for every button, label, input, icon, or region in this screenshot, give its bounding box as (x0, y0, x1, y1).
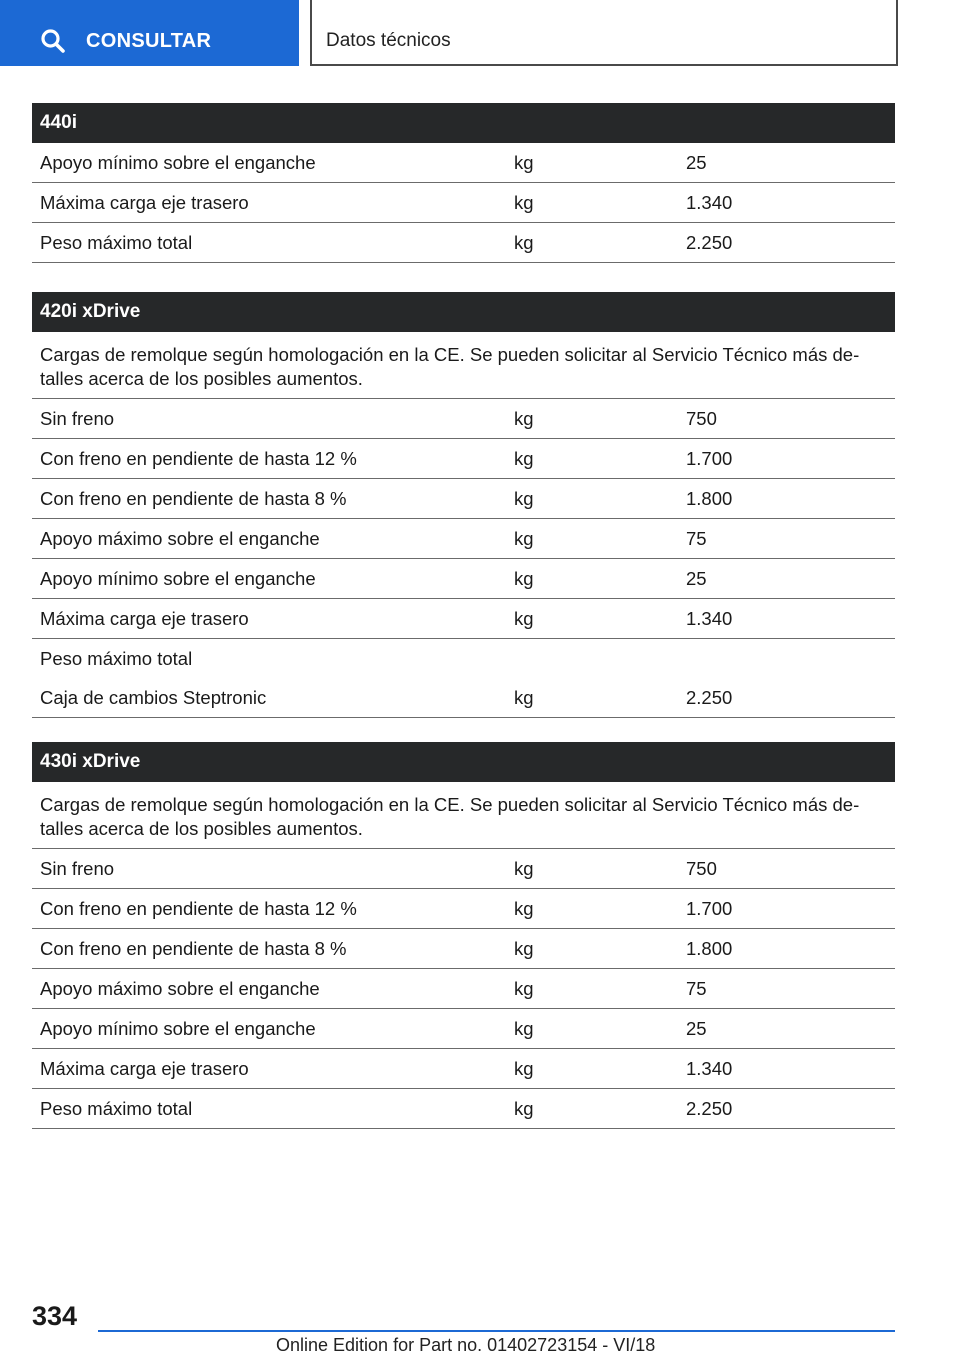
row-value: 1.800 (686, 938, 733, 959)
row-value: 75 (686, 978, 707, 999)
row-value: 2.250 (686, 232, 733, 253)
table-row (32, 479, 895, 519)
consultar-button[interactable] (0, 0, 299, 66)
row-unit: kg (514, 152, 534, 173)
page-number: 334 (32, 1301, 78, 1331)
row-value: 25 (686, 1018, 707, 1039)
row-label: Apoyo mínimo sobre el enganche (40, 152, 316, 173)
row-unit: kg (514, 568, 534, 589)
row-unit: kg (514, 1098, 534, 1119)
section-430i-xdrive (32, 742, 895, 1129)
section-title: 420i xDrive (32, 292, 895, 332)
row-label: Apoyo máximo sobre el enganche (40, 528, 320, 549)
row-value: 1.340 (686, 608, 733, 629)
row-unit: kg (514, 938, 534, 959)
row-label: Con freno en pendiente de hasta 8 % (40, 938, 347, 959)
footer-divider (98, 1330, 895, 1332)
row-label: Apoyo mínimo sobre el enganche (40, 1018, 316, 1039)
section-note: Cargas de remolque según homologación en la CE. Se pueden solicitar al Servicio Técnico más de-talles acerca de los posibles aumentos. (32, 332, 895, 399)
row-label: Peso máximo total (40, 232, 193, 253)
table-row (32, 889, 895, 929)
row-label: Peso máximo total (40, 648, 193, 669)
row-unit: kg (514, 408, 534, 429)
row-unit: kg (514, 448, 534, 469)
table-row (32, 143, 895, 183)
row-unit: kg (514, 1018, 534, 1039)
row-label: Máxima carga eje trasero (40, 608, 249, 629)
row-label: Peso máximo total (40, 1098, 193, 1119)
row-value: 750 (686, 408, 717, 429)
row-unit: kg (514, 232, 534, 253)
row-value: 2.250 (686, 1098, 733, 1119)
row-value: 2.250 (686, 687, 733, 708)
row-label: Con freno en pendiente de hasta 12 % (40, 898, 357, 919)
header-title-box (310, 0, 898, 66)
row-label: Apoyo máximo sobre el enganche (40, 978, 320, 999)
section-title: 430i xDrive (32, 742, 895, 782)
search-icon (40, 28, 66, 54)
table-row (32, 223, 895, 263)
table-row (32, 519, 895, 559)
table-row (32, 1009, 895, 1049)
row-value: 1.800 (686, 488, 733, 509)
row-label: Sin freno (40, 858, 115, 879)
row-unit: kg (514, 488, 534, 509)
table-row (32, 399, 895, 439)
row-sublabel: Caja de cambios Steptronic (40, 687, 267, 708)
table-row (32, 439, 895, 479)
row-value: 25 (686, 152, 707, 173)
table-row (32, 599, 895, 639)
row-unit: kg (514, 608, 534, 629)
row-unit: kg (514, 528, 534, 549)
section-420i-xdrive (32, 292, 895, 718)
row-label: Máxima carga eje trasero (40, 1058, 249, 1079)
row-label: Con freno en pendiente de hasta 8 % (40, 488, 347, 509)
table-row (32, 1089, 895, 1129)
row-value: 1.340 (686, 192, 733, 213)
row-unit: kg (514, 898, 534, 919)
table-row (32, 639, 895, 718)
row-value: 75 (686, 528, 707, 549)
table-row (32, 559, 895, 599)
row-unit: kg (514, 1058, 534, 1079)
section-title: 440i (32, 103, 895, 143)
edition-text: Online Edition for Part no. 01402723154 - VI/18 (276, 1335, 656, 1355)
table-row (32, 1049, 895, 1089)
row-unit: kg (514, 687, 534, 708)
row-label: Máxima carga eje trasero (40, 192, 249, 213)
row-value: 1.700 (686, 898, 733, 919)
row-label: Sin freno (40, 408, 115, 429)
table-row (32, 969, 895, 1009)
row-label: Apoyo mínimo sobre el enganche (40, 568, 316, 589)
section-440i (32, 103, 895, 263)
row-unit: kg (514, 858, 534, 879)
page-title: Datos técnicos (326, 30, 451, 51)
row-unit: kg (514, 978, 534, 999)
table-row (32, 183, 895, 223)
row-value: 1.340 (686, 1058, 733, 1079)
row-value: 750 (686, 858, 717, 879)
row-value: 1.700 (686, 448, 733, 469)
table-row (32, 929, 895, 969)
consultar-label: CONSULTAR (86, 30, 212, 52)
section-note: Cargas de remolque según homologación en la CE. Se pueden solicitar al Servicio Técnico más de-talles acerca de los posibles aumentos. (32, 782, 895, 849)
row-unit: kg (514, 192, 534, 213)
table-row (32, 849, 895, 889)
row-label: Con freno en pendiente de hasta 12 % (40, 448, 357, 469)
row-value: 25 (686, 568, 707, 589)
